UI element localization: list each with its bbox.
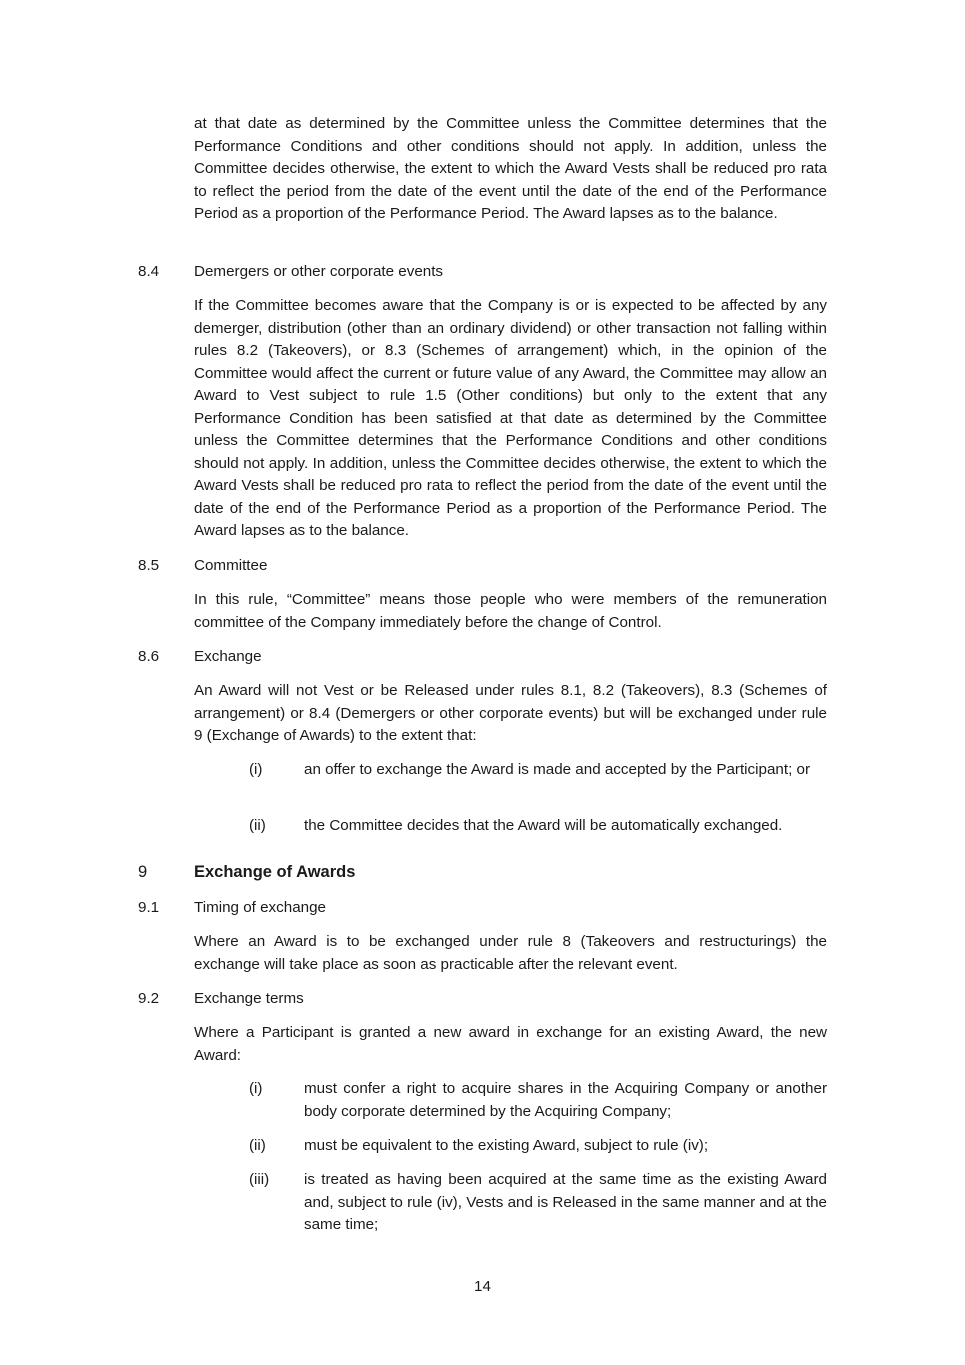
rule-8-5-heading: Committee bbox=[194, 557, 268, 574]
rule-8-5-number: 8.5 bbox=[138, 557, 160, 574]
rule-8-6-item-text: the Committee decides that the Award will be automatically exchanged. bbox=[304, 817, 783, 834]
rule-8-4-number: 8.4 bbox=[138, 263, 160, 280]
rule-8-6-item-label: (ii) bbox=[249, 817, 266, 834]
rule-8-5-text: In this rule, “Committee” means those people who were members of the remuneration committee of the Company immediately before the change of Control. bbox=[194, 591, 827, 631]
page-number: 14 bbox=[474, 1278, 491, 1295]
rule-9-2-item-label: (ii) bbox=[249, 1137, 266, 1154]
rule-9-1-text: Where an Award is to be exchanged under rule 8 (Takeovers and restructurings) the exchange will take place as soon as practicable after the relevant event. bbox=[194, 933, 827, 973]
rule-8-4-text: If the Committee becomes aware that the Company is or is expected to be affected by any demerger, distribution (other than an ordinary dividend) or other transaction not falling within rules 8.2 (Takeovers), or 8.3 (Schemes of arrangement) which, in the opinion of the Committee would affect the current or future value of any Award, the Committee may allow an Award to Vest subject to rule 1.5 (Other conditions) but only to the extent that any Performance Condition has been satisfied at that date as determined by the Committee unless the Committee determines that the Performance Conditions and other conditions should not apply. In addition, unless the Committee decides otherwise, the extent to which the Award Vests shall be reduced pro rata to reflect the period from the date of the event until the date of the end of the Performance Period as a proportion of the Performance Period. The Award lapses as to the balance. bbox=[194, 297, 827, 539]
rule-8-4-heading: Demergers or other corporate events bbox=[194, 263, 444, 280]
rule-9-2-text: Where a Participant is granted a new award in exchange for an existing Award, the new Award: bbox=[194, 1024, 827, 1064]
rule-9-2-heading: Exchange terms bbox=[194, 990, 304, 1007]
rule-8-6-item-label: (i) bbox=[249, 761, 263, 778]
rule-8-6-text: An Award will not Vest or be Released under rules 8.1, 8.2 (Takeovers), 8.3 (Schemes of arrangement) or 8.4 (Demergers or other corporate events) but will be exchanged under rule 9 (Exchange of Awards) to the extent that: bbox=[194, 682, 827, 744]
rule-9-2-item-text: must confer a right to acquire shares in the Acquiring Company or another body corporate determined by the Acquiring Company; bbox=[304, 1080, 827, 1120]
rule-9-2-number: 9.2 bbox=[138, 990, 160, 1007]
rule-8-6-number: 8.6 bbox=[138, 648, 160, 665]
section-9-title: Exchange of Awards bbox=[194, 863, 356, 881]
rule-8-6-heading: Exchange bbox=[194, 648, 262, 665]
rule-9-1-number: 9.1 bbox=[138, 899, 160, 916]
rule-9-2-item-label: (i) bbox=[249, 1080, 263, 1097]
rule-9-2-item-text: is treated as having been acquired at the same time as the existing Award and, subject to rule (iv), Vests and is Released in the same manner and at the same time; bbox=[304, 1171, 827, 1233]
rule-9-1-heading: Timing of exchange bbox=[194, 899, 326, 916]
intro-paragraph: at that date as determined by the Committee unless the Committee determines that the Performance Conditions and other conditions should not apply. In addition, unless the Committee decides otherwise, the extent to which the Award Vests shall be reduced pro rata to reflect the period from the date of the event until the date of the end of the Performance Period as a proportion of the Performance Period. The Award lapses as to the balance. bbox=[194, 115, 827, 222]
rule-8-6-item-text: an offer to exchange the Award is made and accepted by the Participant; or bbox=[304, 761, 811, 778]
section-9-number: 9 bbox=[138, 863, 148, 881]
rule-9-2-item-text: must be equivalent to the existing Award, subject to rule (iv); bbox=[304, 1137, 709, 1154]
rule-9-2-item-label: (iii) bbox=[249, 1171, 270, 1188]
